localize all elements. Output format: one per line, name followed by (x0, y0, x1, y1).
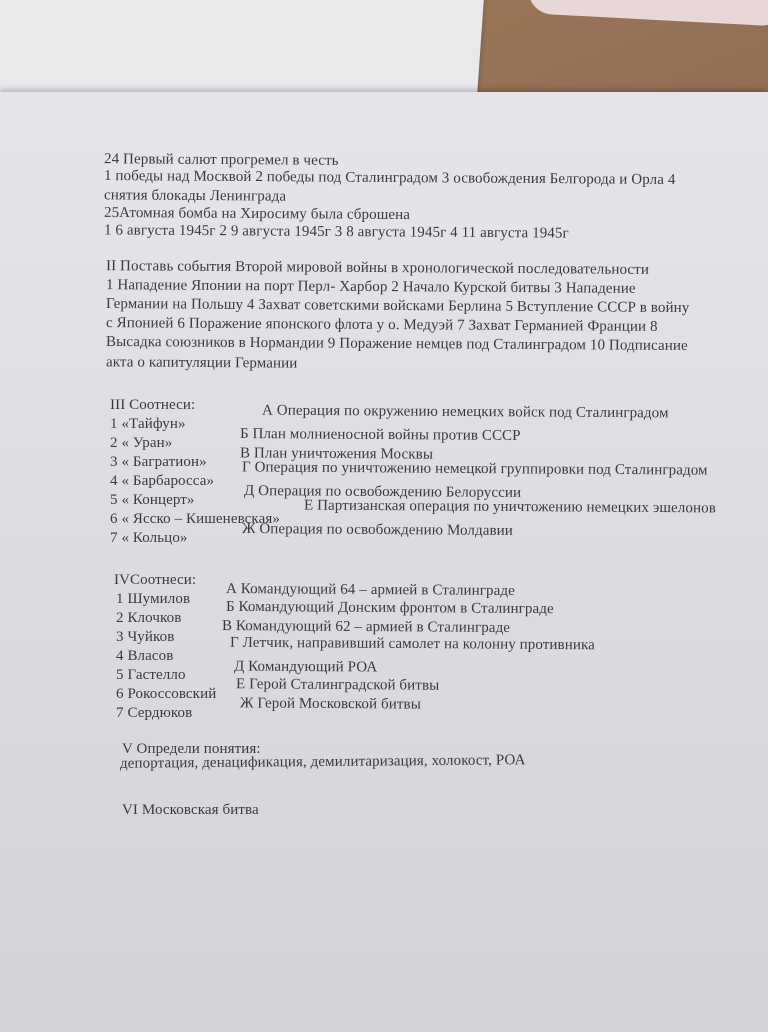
match3-right-7: Ж Операция по освобождению Молдавии (241, 521, 514, 539)
match4-right-6: Е Герой Сталинградской битвы (235, 676, 440, 694)
match4-left-5: 5 Гастелло (116, 667, 186, 683)
match3-right-1: А Операция по окружению немецких войск под Сталинградом (261, 402, 669, 422)
match3-left-3: 3 « Багратион» (110, 454, 207, 470)
question-24-options: 1 победы над Москвой 2 победы под Сталинградом 3 освобождения Белгорода и Орла 4 (103, 168, 676, 188)
match4-left-2: 2 Клочков (116, 610, 182, 626)
section-2-line-4: Высадка союзников в Нормандии 9 Поражение немцев под Сталинградом 10 Подписание (105, 333, 688, 355)
section-4-heading: IVСоотнеси: (114, 572, 197, 588)
match4-right-7: Ж Герой Московской битвы (239, 695, 421, 713)
match3-left-4: 4 « Барбаросса» (110, 473, 215, 489)
match3-right-2: Б План молниеносной войны против СССР (239, 426, 521, 444)
match3-left-1: 1 «Тайфун» (110, 416, 186, 432)
match3-left-6: 6 « Ясско – Кишеневская» (110, 511, 280, 527)
match3-right-6: Е Партизанская операция по уничтожению немецких эшелонов (303, 497, 716, 517)
section-2-heading: II Поставь события Второй мировой войны в хронологической последовательности (105, 258, 650, 278)
match4-left-4: 4 Власов (116, 648, 174, 664)
section-3-heading: III Соотнеси: (110, 397, 196, 413)
match4-left-1: 1 Шумилов (116, 591, 191, 607)
match3-left-5: 5 « Концерт» (110, 492, 195, 508)
match4-left-3: 3 Чуйков (116, 629, 175, 645)
match4-left-7: 7 Сердюков (116, 705, 193, 721)
match3-right-4: Г Операция по уничтожению немецкой группировки под Сталинградом (241, 459, 708, 479)
question-24-options-cont: снятия блокады Ленинграда (103, 187, 287, 205)
question-24-title: 24 Первый салют прогремел в честь (103, 151, 339, 169)
match3-left-2: 2 « Уран» (110, 435, 173, 451)
question-25-title: 25Атомная бомба на Хиросиму была сброшена (103, 204, 411, 224)
match4-left-6: 6 Рокоссовский (116, 686, 217, 702)
match4-right-5: Д Командующий РОА (233, 658, 378, 676)
section-6-heading: VI Московская битва (122, 802, 259, 818)
section-5-terms: депортация, денацификация, демилитаризация, холокост, РОА (119, 752, 526, 772)
section-2-line-2: Германии на Польшу 4 Захват советскими войсками Берлина 5 Вступление СССР в войну (105, 295, 690, 317)
question-25-options: 1 6 августа 1945г 2 9 августа 1945г 3 8 августа 1945г 4 11 августа 1945г (103, 222, 569, 242)
match4-right-2: Б Командующий Донским фронтом в Сталинграде (225, 598, 554, 618)
section-2-line-1: 1 Нападение Японии на порт Перл- Харбор 2 Начало Курской битвы 3 Нападение (105, 277, 636, 297)
match4-right-4: Г Летчик, направивший самолет на колонну противника (229, 634, 596, 654)
match3-right-3: В План уничтожения Москвы (239, 445, 434, 463)
match4-right-1: А Командующий 64 – армией в Сталинграде (225, 580, 515, 600)
section-5-heading: V Определи понятия: (122, 741, 261, 757)
match4-right-3: В Командующий 62 – армией в Сталинграде (221, 617, 511, 637)
section-2-line-5: акта о капитуляции Германии (105, 354, 298, 372)
match3-right-5: Д Операция по освобождению Белоруссии (243, 483, 522, 501)
match3-left-7: 7 « Кольцо» (110, 530, 188, 546)
section-2-line-3: с Японией 6 Поражение японского флота у о. Медуэй 7 Захват Германией Франции 8 (105, 315, 658, 335)
